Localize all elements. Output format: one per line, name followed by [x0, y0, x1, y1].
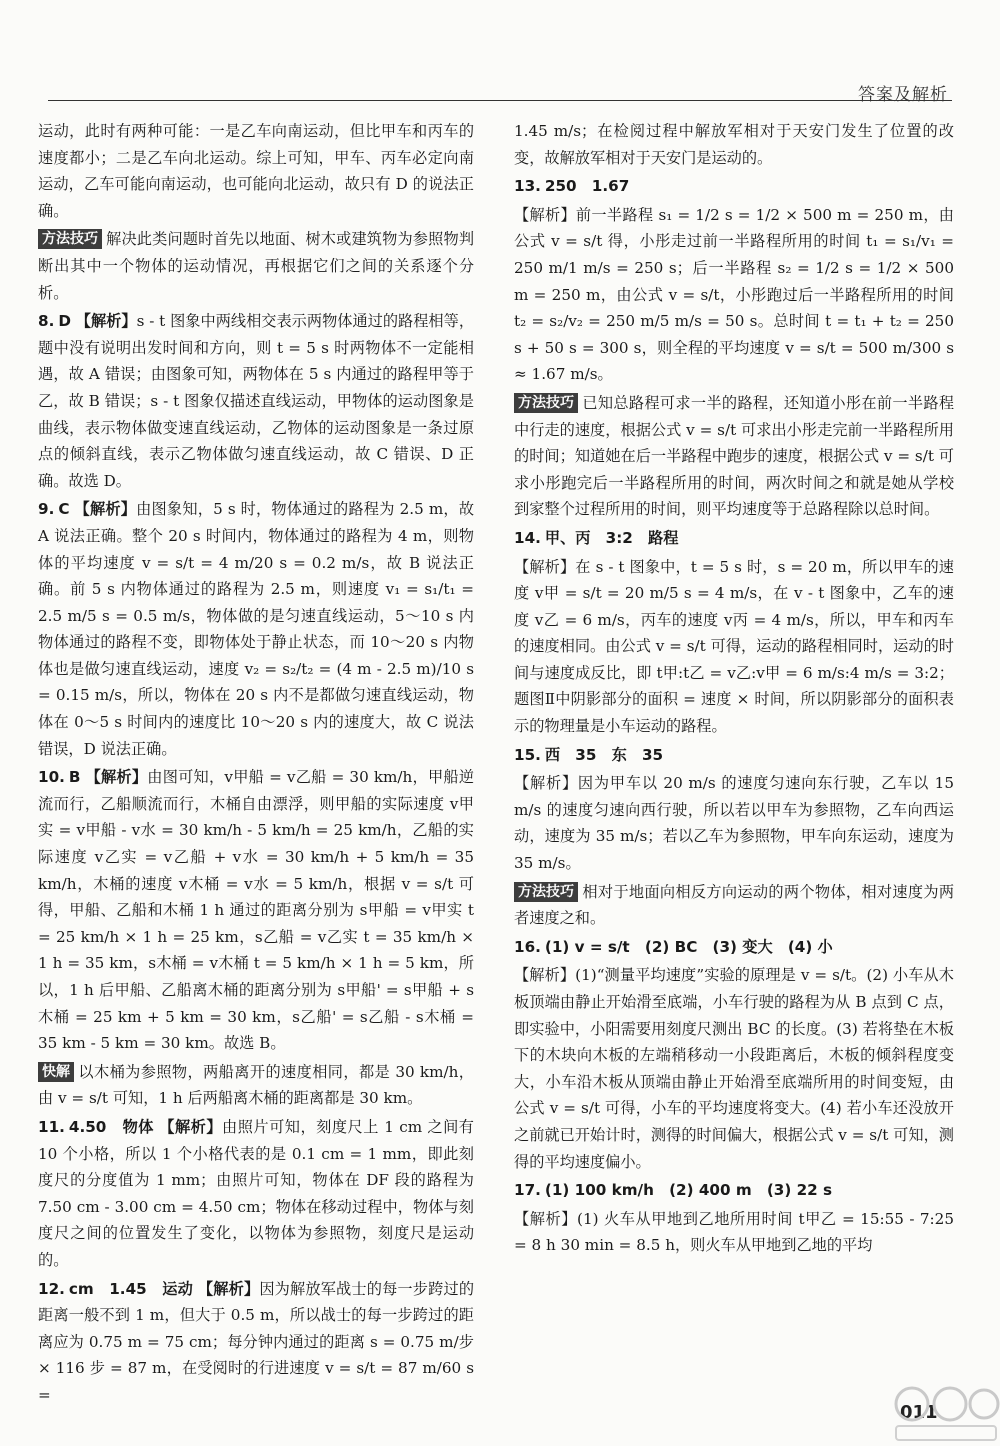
item-number: 16.	[514, 937, 541, 956]
item-answer: D	[58, 312, 71, 331]
item-number: 12.	[38, 1279, 65, 1298]
paragraph	[514, 962, 954, 1175]
paragraph	[514, 554, 954, 740]
tip-text: 以木桶为参照物，两船离开的速度相同，都是 30 km/h，由 v = s/t 可知，1 h 后两船离木桶的距离都是 30 km。	[38, 1062, 474, 1108]
watermark-logo-icon	[890, 1380, 1000, 1446]
right-column	[514, 118, 954, 1261]
analysis-tag: 【解析】	[75, 312, 137, 331]
item-text: s - t 图象中两线相交表示两物体通过的路程相等，题中没有说明出发时间和方向，则 t = 5 s 时两物体不一定能相遇，故 A 错误；由图象可知，两物体在 5 s 内通过的路程甲等于乙，故 B 错误；s - t 图象仅描述直线运动，甲物体的运动图象是曲线，表示物体做变速直线运动，乙物体的运动图象是一条过原点的倾斜直线，表示乙物体做匀速直线运动，故 C 错误、D 正确。故选 D。	[38, 312, 475, 490]
tip-text: 解决此类问题时首先以地面、树木或建筑物为参照物判断出其中一个物体的运动情况，再根据它们之间的关系逐个分析。	[38, 230, 474, 302]
paragraph	[38, 118, 474, 224]
header-rule	[48, 100, 952, 101]
item-text: 由图象知，5 s 时，物体通过的路程为 2.5 m，故 A 说法正确。整个 20 s 时间内，物体通过的路程为 4 m，则物体的平均速度 v = s/t = 4 m/20 s = 0.2 m/s，故 B 说法正确。前 5 s 内物体通过的路程为 2.5 m，则速度 v₁ = s₁/t₁ = 2.5 m/5 s = 0.5 m/s，物体做的是匀速直线运动，5～10 s 内物体通过的路程不变，即物体处于静止状态，而 10～20 s 内物体也是做匀速直线运动，速度 v₂ = s₂/t₂ = (4 m - 2.5 m)/10 s = 0.15 m/s，所以，物体在 20 s 内不是都做匀速直线运动，物体在 0～5 s 时间内的速度比 10～20 s 内的速度大，故 C 说法错误，D 说法正确。	[38, 500, 475, 758]
tip-text: 已知总路程可求一半的路程，还知道小彤在前一半路程中行走的速度，根据公式 v = s/t 可求出小彤走完前一半路程所用的时间；知道她在后一半路程中跑步的速度，根据公式 v = s/t 可求小彤跑完后一半路程所用的时间，两次时间之和就是她从学校到家整个过程所用的时间，则平均速度等于总路程除以总时间。	[514, 393, 954, 519]
item-answer: 甲、丙 3:2 路程	[544, 528, 679, 547]
answer-item	[514, 173, 954, 200]
paragraph-text: 【解析】(1) 火车从甲地到乙地所用时间 t甲乙 = 15:55 - 7:25 = 8 h 30 min = 8.5 h，则火车从甲地到乙地的平均	[514, 1209, 954, 1255]
left-column	[38, 118, 474, 1411]
analysis-tag: 【解析】	[159, 1117, 223, 1136]
answer-item	[514, 742, 954, 769]
item-number: 9.	[38, 500, 55, 519]
answer-item	[514, 934, 954, 961]
paragraph	[514, 1206, 954, 1259]
item-text: 由图可知，v甲船 = v乙船 = 30 km/h，甲船逆流而行，乙船顺流而行，木桶自由漂浮，则甲船的实际速度 v甲实 = v甲船 - v水 = 30 km/h - 5 km/h = 25 km/h，乙船的实际速度 v乙实 = v乙船 + v水 = 30 km/h + 5 km/h = 35 km/h，木桶的速度 v木桶 = v水 = 5 km/h，根据 v = s/t 可得，甲船、乙船和木桶 1 h 通过的距离分别为 s甲船 = v甲实 t = 25 km/h × 1 h = 25 km，s乙船 = v乙实 t = 35 km/h × 1 h = 35 km，s木桶 = v木桶 t = 5 km/h × 1 h = 5 km，所以，1 h 后甲船、乙船离木桶的距离分别为 s甲船' = s甲船 + s木桶 = 25 km + 5 km = 30 km，s乙船' = s乙船 - s木桶 = 35 km - 5 km = 30 km。故选 B。	[38, 768, 475, 1053]
tip-label: 方法技巧	[514, 393, 578, 413]
item-answer: cm 1.45 运动	[68, 1279, 193, 1298]
page-header	[48, 0, 952, 106]
analysis-tag: 【解析】	[74, 500, 137, 519]
item-number: 13.	[514, 177, 541, 196]
answer-item	[38, 496, 474, 762]
paragraph-text: 【解析】(1)“测量平均速度”实验的原理是 v = s/t。(2) 小车从木板顶端由静止开始滑至底端，小车行驶的路程为从 B 点到 C 点，即实验中，小阳需要用刻度尺测出 BC 的长度。(3) 若将垫在木板下的木块向木板的左端稍移动一小段距离后，木板的倾斜程度变大，小车沿木板从顶端由静止开始滑至底端所用的时间变短，由公式 v = s/t 可得，小车的平均速度将变大。(4) 若小车还没放开之前就已开始计时，测得的时间偏大，根据公式 v = s/t 可知，测得的平均速度偏小。	[514, 966, 954, 1171]
paragraph-text: 【解析】前一半路程 s₁ = 1/2 s = 1/2 × 500 m = 250 m，由公式 v = s/t 得，小彤走过前一半路程所用的时间 t₁ = s₁/v₁ = 250 m/1 m/s = 250 s；后一半路程 s₂ = 1/2 s = 1/2 × 500 m = 250 m，由公式 v = s/t，小彤跑过后一半路程所用的时间 t₂ = s₂/v₂ = 250 m/5 m/s = 50 s。总时间 t = t₁ + t₂ = 250 s + 50 s = 300 s，则全程的平均速度 v = s/t = 500 m/300 s ≈ 1.67 m/s。	[514, 205, 954, 384]
answer-item	[38, 308, 474, 494]
item-answer: (1) 100 km/h (2) 400 m (3) 22 s	[544, 1181, 833, 1200]
paragraph	[514, 770, 954, 876]
tip-label: 方法技巧	[514, 882, 578, 902]
paragraph-text: 【解析】因为甲车以 20 m/s 的速度匀速向东行驶，乙车以 15 m/s 的速度匀速向西行驶，所以若以甲车为参照物，乙车向西运动，速度为 35 m/s；若以乙车为参照物，甲车向东运动，速度为 35 m/s。	[514, 774, 954, 873]
item-answer: (1) v = s/t (2) BC (3) 变大 (4) 小	[544, 937, 833, 956]
tip-block	[38, 1059, 474, 1112]
item-number: 14.	[514, 528, 541, 547]
tip-label: 方法技巧	[38, 229, 102, 249]
paragraph-text: 运动，此时有两种可能：一是乙车向南运动，但比甲车和丙车的速度都小；二是乙车向北运动。综上可知，甲车、丙车必定向南运动，乙车可能向南运动，也可能向北运动，故只有 D 的说法正确。	[38, 122, 474, 220]
item-text: 因为解放军战士的每一步跨过的距离一般不到 1 m，但大于 0.5 m，所以战士的每一步跨过的距离应为 0.75 m = 75 cm；每分钟内通过的距离 s = 0.75 m/步 × 116 步 = 87 m，在受阅时的行进速度 v = s/t = 87 m/60 s =	[38, 1279, 475, 1404]
item-answer: C	[58, 500, 70, 519]
tip-block	[514, 390, 954, 523]
analysis-tag: 【解析】	[85, 768, 148, 787]
item-answer: 4.50 物体	[68, 1117, 154, 1136]
item-answer: 250 1.67	[544, 177, 630, 196]
answer-item	[38, 1276, 474, 1409]
paragraph-text: 【解析】在 s - t 图象中，t = 5 s 时，s = 20 m，所以甲车的速度 v甲 = s/t = 20 m/5 s = 4 m/s，在 v - t 图象中，乙车的速度 v乙 = 6 m/s，丙车的速度 v丙 = 4 m/s，所以，甲车和丙车的速度相同。由公式 v = s/t 可得，运动的路程相同时，运动的时间与速度成反比，即 t甲:t乙 = v乙:v甲 = 6 m/s:4 m/s = 3:2；题图Ⅱ中阴影部分的面积 = 速度 × 时间，所以阴影部分的面积表示的物理量是小车运动的路程。	[514, 557, 954, 736]
tip-block	[38, 226, 474, 306]
answer-item	[38, 1114, 474, 1274]
answer-item	[514, 1177, 954, 1204]
item-answer: B	[68, 768, 81, 787]
item-number: 8.	[38, 312, 55, 331]
item-number: 15.	[514, 745, 541, 764]
analysis-tag: 【解析】	[197, 1279, 260, 1298]
item-number: 10.	[38, 768, 65, 787]
answer-item	[514, 525, 954, 552]
item-number: 11.	[38, 1117, 65, 1136]
item-text: 由照片可知，刻度尺上 1 cm 之间有 10 个小格，所以 1 个小格代表的是 0.1 cm = 1 mm，即此刻度尺的分度值为 1 mm；由照片可知，物体在 DF 段的路程为 7.50 cm - 3.00 cm = 4.50 cm；物体在移动过程中，物体与刻度尺之间的位置发生了变化，以物体为参照物，刻度尺是运动的。	[38, 1117, 474, 1269]
tip-text: 相对于地面向相反方向运动的两个物体，相对速度为两者速度之和。	[514, 882, 954, 928]
paragraph	[514, 202, 954, 388]
item-number: 17.	[514, 1181, 541, 1200]
item-answer: 西 35 东 35	[544, 745, 664, 764]
page-number: 011	[900, 1402, 938, 1423]
paragraph	[514, 118, 954, 171]
tip-block	[514, 879, 954, 932]
answer-item	[38, 764, 474, 1057]
header-title: 答案及解析	[858, 85, 948, 105]
tip-label: 快解	[38, 1062, 74, 1082]
paragraph-text: 1.45 m/s；在检阅过程中解放军相对于天安门发生了位置的改变，故解放军相对于天安门是运动的。	[514, 122, 954, 167]
